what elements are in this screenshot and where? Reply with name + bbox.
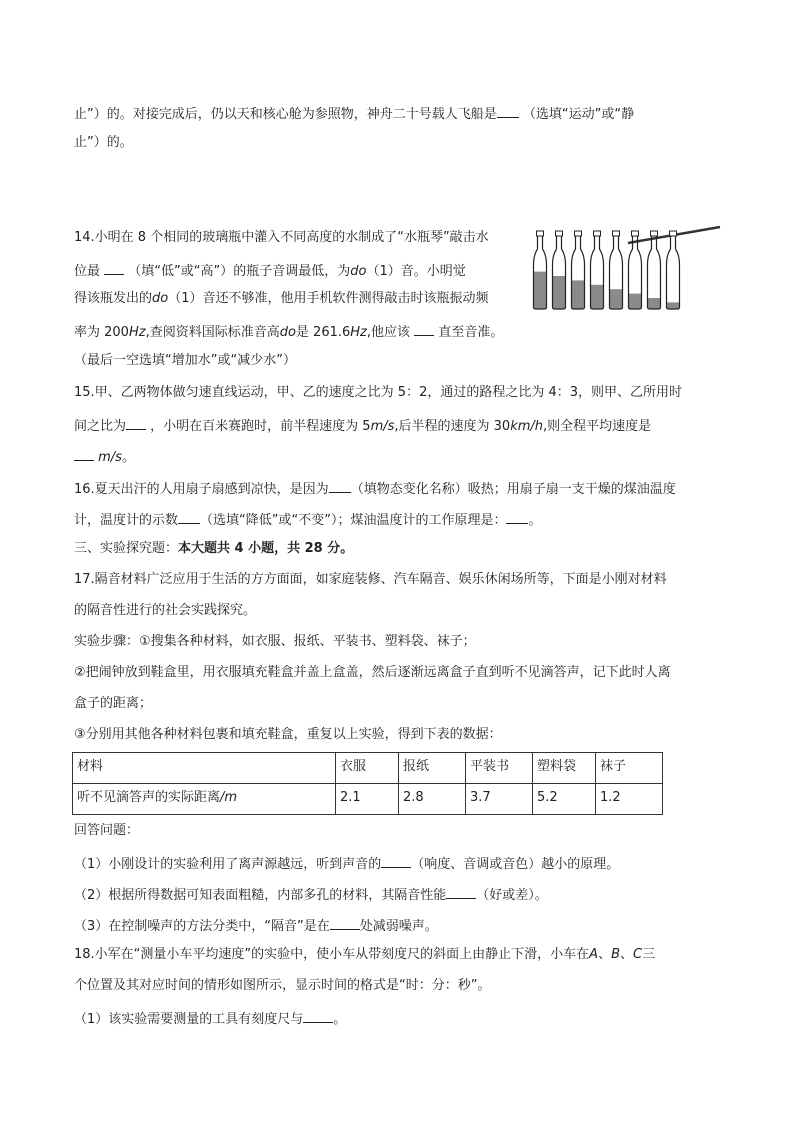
answer-blank[interactable] xyxy=(506,509,528,524)
water-bottles-figure xyxy=(530,225,722,311)
q14-line-5: （最后一空选填“增加水”或“减少水”） xyxy=(74,353,296,368)
q18-line-1: 18.小军在“测量小车平均速度”的实验中，使小车从带刻度尺的斜面上由静止下滑，小车在A、B、C三 xyxy=(74,947,656,962)
q17-line-4: ②把闹钟放到鞋盒里，用衣服填充鞋盒并盖上盒盖，然后逐渐远离盒子直到听不见滴答声，记下此时人离 xyxy=(74,665,671,680)
bottle-cap xyxy=(632,231,639,236)
bottle xyxy=(553,231,566,309)
answer-blank[interactable] xyxy=(104,260,124,275)
q17-answer-2: （2）根据所得数据可知表面粗糙，内部多孔的材料，其隔音性能 （好或差）。 xyxy=(74,884,548,905)
bottle-cap xyxy=(575,231,582,236)
bottle-outline xyxy=(648,235,661,309)
bottle-water xyxy=(648,298,660,309)
table-cell: 3.7 xyxy=(466,784,533,815)
table-cell: 袜子 xyxy=(596,753,663,784)
bottle xyxy=(534,231,547,309)
q17-line-6: ③分别用其他各种材料包裹和填充鞋盒，重复以上实验，得到下表的数据： xyxy=(74,727,502,742)
bottle-outline xyxy=(667,235,680,309)
bottle-water xyxy=(667,302,679,309)
section-3-heading: 三、实验探究题：本大题共 4 小题，共 28 分。 xyxy=(74,541,354,556)
bottle-water xyxy=(591,285,603,309)
bottle xyxy=(572,231,585,309)
bottle-water xyxy=(572,280,584,309)
answer-blank[interactable] xyxy=(446,884,476,899)
q14-line-1: 14.小明在 8 个相同的玻璃瓶中灌入不同高度的水制成了“水瓶琴”敲击水 xyxy=(74,230,489,245)
table-cell: 2.1 xyxy=(336,784,399,815)
answer-blank[interactable] xyxy=(74,446,94,461)
answer-heading: 回答问题： xyxy=(74,823,140,838)
table-cell: 平装书 xyxy=(466,753,533,784)
bottle-water xyxy=(610,289,622,309)
table-cell: 1.2 xyxy=(596,784,663,815)
bottle-cap xyxy=(613,231,620,236)
table-cell: 材料 xyxy=(73,753,336,784)
bottle-cap xyxy=(556,231,563,236)
q17-line-3: 实验步骤：①搜集各种材料，如衣服、报纸、平装书、塑料袋、袜子； xyxy=(74,634,476,649)
answer-blank[interactable] xyxy=(303,1008,333,1023)
bottle xyxy=(648,231,661,309)
bottle-cap xyxy=(670,231,677,236)
q18-line-2: 个位置及其对应时间的情形如图所示，显示时间的格式是“时：分：秒”。 xyxy=(74,978,491,993)
q16-line-1: 16.夏天出汗的人用扇子扇感到凉快，是因为 （填物态变化名称）吸热；用扇子扇一支干燥的煤油温度 xyxy=(74,478,676,499)
table-row xyxy=(73,784,663,815)
bottle-cap xyxy=(537,231,544,236)
bottle-water xyxy=(553,276,565,309)
answer-blank[interactable] xyxy=(414,321,434,336)
answer-blank[interactable] xyxy=(497,103,519,118)
q18-line-3: （1）该实验需要测量的工具有刻度尺与 。 xyxy=(74,1008,346,1029)
bottle-group xyxy=(534,231,680,309)
answer-blank[interactable] xyxy=(329,478,351,493)
materials-table xyxy=(72,752,663,815)
table-cell: 听不见滴答声的实际距离/m xyxy=(73,784,336,815)
answer-blank[interactable] xyxy=(381,853,411,868)
q14-line-2: 位最 （填“低”或“高”）的瓶子音调最低，为do（1）音。小明觉 xyxy=(74,260,466,281)
q13-line-2: 止”）的。 xyxy=(74,135,133,150)
answer-blank[interactable] xyxy=(178,509,200,524)
answer-blank[interactable] xyxy=(126,415,146,430)
q14-line-3: 得该瓶发出的do（1）音还不够准，他用手机软件测得敲击时该瓶振动频 xyxy=(74,291,489,306)
table-header-row xyxy=(73,753,663,784)
q17-answer-3: （3）在控制噪声的方法分类中，“隔音”是在 处减弱噪声。 xyxy=(74,915,438,936)
q15-line-1: 15.甲、乙两物体做匀速直线运动，甲、乙的速度之比为 5：2，通过的路程之比为 4：3，则甲、乙所用时 xyxy=(74,385,683,400)
q17-answer-1: （1）小刚设计的实验利用了离声源越远，听到声音的 （响度、音调或音色）越小的原理。 xyxy=(74,853,619,874)
q15-line-2: 间之比为 ，小明在百米赛跑时，前半程速度为 5m/s,后半程的速度为 30km/h,则全程平均速度是 xyxy=(74,415,651,436)
bottle-cap xyxy=(651,231,658,236)
bottle xyxy=(610,231,623,309)
table-cell: 塑料袋 xyxy=(533,753,596,784)
answer-blank[interactable] xyxy=(330,915,360,930)
bottle-water xyxy=(534,272,546,309)
q13-line-1: 止”）的。对接完成后，仍以天和核心舱为参照物，神舟二十号载人飞船是 （选填“运动”或“静 xyxy=(74,103,634,124)
q16-line-2: 计，温度计的示数 （选填“降低”或“不变”）；煤油温度计的工作原理是： 。 xyxy=(74,509,541,530)
bottle xyxy=(591,231,604,309)
q17-line-5: 盒子的距离； xyxy=(74,696,153,711)
q17-line-1: 17.隔音材料广泛应用于生活的方方面面，如家庭装修、汽车隔音、娱乐休闲场所等，下面是小刚对材料 xyxy=(74,572,667,587)
q17-line-2: 的隔音性进行的社会实践探究。 xyxy=(74,603,257,618)
q14-line-4: 率为 200Hz,查阅资料国际标准音高do是 261.6Hz,他应该 直至音准。 xyxy=(74,321,503,342)
table-cell: 报纸 xyxy=(399,753,466,784)
q15-line-3: m/s。 xyxy=(74,446,135,467)
bottle-water xyxy=(629,294,641,309)
table-cell: 2.8 xyxy=(399,784,466,815)
table-cell: 衣服 xyxy=(336,753,399,784)
table-cell: 5.2 xyxy=(533,784,596,815)
bottle-cap xyxy=(594,231,601,236)
bottle xyxy=(667,231,680,309)
